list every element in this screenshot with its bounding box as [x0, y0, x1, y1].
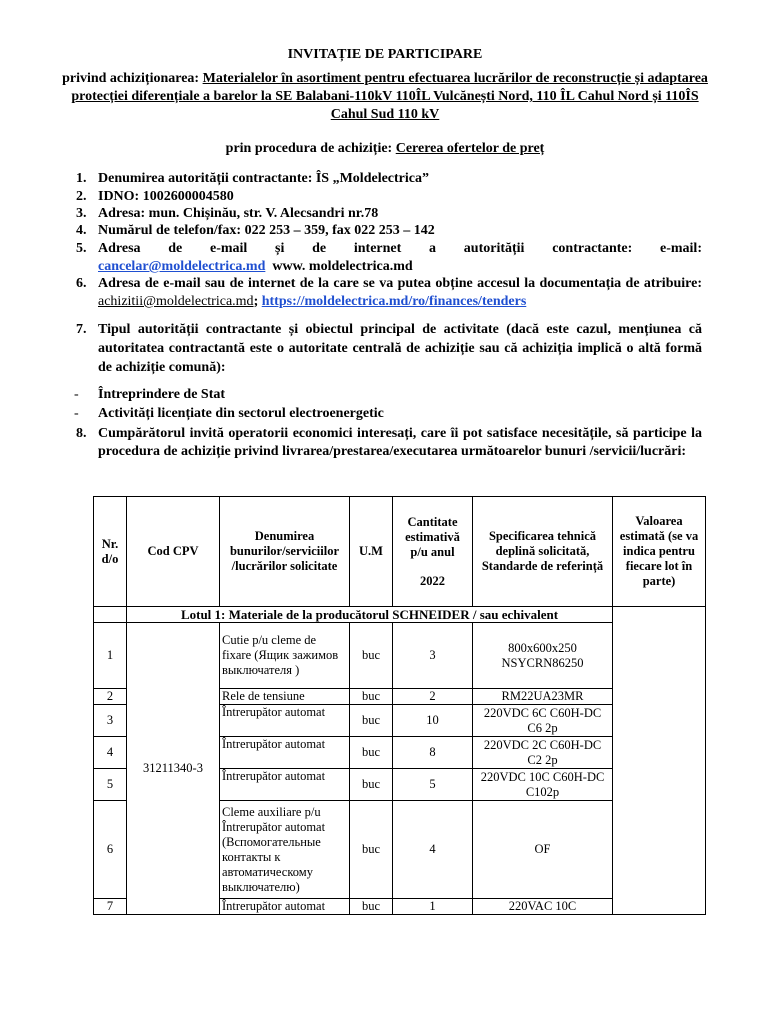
row-spec: 220VDC 10C C60H-DC C102p [473, 769, 613, 801]
row-nr: 3 [94, 705, 127, 737]
procedure-prefix: prin procedura de achiziție: [225, 141, 396, 156]
docs-email-link[interactable]: achizitii@moldelectrica.md [98, 294, 254, 309]
header-spec: Specificarea tehnică deplină solicitată, Standarde de referință [473, 497, 613, 607]
row-um: buc [350, 623, 393, 689]
row-um: buc [350, 737, 393, 769]
item-6: 6. Adresa de e-mail sau de internet de la care se va putea obține accesul la documentația de atribuire: achizitii@moldelectrica.md; https://moldelectrica.md/ro/finances/tenders [76, 276, 702, 309]
row-um: buc [350, 689, 393, 705]
lot-title: Lotul 1: Materiale de la producătorul SCHNEIDER / sau echivalent [127, 607, 613, 623]
row-qty: 4 [393, 801, 473, 899]
item-8: 8. Cumpărătorul invită operatorii economici interesați, care îi pot satisface necesitățile, să participe la procedura de achiziție privind livrarea/prestarea/executarea următoarelor bunuri /servicii/lucrări: [76, 426, 702, 459]
item-4: 4. Numărul de telefon/fax: 022 253 – 359, fax 022 253 – 142 [76, 223, 435, 238]
website-text: www. moldelectrica.md [272, 259, 413, 274]
tenders-url-link[interactable]: https://moldelectrica.md/ro/finances/tenders [261, 294, 527, 309]
item-2: 2. IDNO: 1002600004580 [76, 189, 234, 204]
header-name: Denumirea bunurilor/serviciilor /lucrărilor solicitate [220, 497, 350, 607]
row-qty: 10 [393, 705, 473, 737]
header-qty-label: Cantitate estimativă p/u anul [405, 514, 460, 559]
header-value: Valoarea estimată (se va indica pentru fiecare lot în parte) [613, 497, 706, 607]
item-1-text: Denumirea autorității contractante: ÎS „Moldelectrica” [98, 171, 429, 186]
cpv-code: 31211340-3 [127, 623, 220, 915]
procedure-line [60, 140, 710, 158]
row-name: Rele de tensiune [220, 689, 350, 705]
header-cpv: Cod CPV [127, 497, 220, 607]
row-qty: 8 [393, 737, 473, 769]
row-qty: 1 [393, 899, 473, 915]
header-qty-year: 2022 [420, 573, 445, 588]
header-nr: Nr. d/o [94, 497, 127, 607]
item-7-text: Tipul autorității contractante și obiectul principal de activitate (dacă este cazul, mențiunea că autoritatea contractantă este o autoritate centrală de achiziție sau că achiziția implică o altă formă de achiziție comună): [98, 322, 702, 375]
row-um: buc [350, 801, 393, 899]
row-qty: 5 [393, 769, 473, 801]
row-name: Cutie p/u cleme de fixare (Ящик зажимов выключателя ) [220, 623, 350, 689]
item-1: 1. Denumirea autorității contractante: ÎS „Moldelectrica” [76, 171, 429, 186]
lot-empty-cell [94, 607, 127, 623]
item-4-text: Numărul de telefon/fax: 022 253 – 359, fax 022 253 – 142 [98, 223, 435, 238]
row-spec: 220VDC 6C C60H-DC C6 2p [473, 705, 613, 737]
row-spec: 220VDC 2C C60H-DC C2 2p [473, 737, 613, 769]
dash-item-1-text: Întreprindere de Stat [98, 387, 226, 402]
item-5-links [98, 258, 702, 276]
row-nr: 5 [94, 769, 127, 801]
item-5-label: Adresa de e-mail și de internet a autorității contractante: e-mail: [98, 241, 702, 256]
row-qty: 2 [393, 689, 473, 705]
item-3-text: Adresa: mun. Chișinău, str. V. Alecsandri nr.78 [98, 206, 379, 221]
item-5: 5. Adresa de e-mail și de internet a autorității contractante: e-mail: [76, 241, 702, 256]
item-6-label: Adresa de e-mail sau de internet de la care se va putea obține accesul la documentația de atribuire: [98, 276, 702, 291]
row-name: Întrerupător automat [220, 899, 350, 915]
row-name: Întrerupător automat [220, 705, 350, 737]
row-um: buc [350, 769, 393, 801]
dash-item-2: - Activități licențiate din sectorul electroenergetic [74, 406, 384, 421]
subject-prefix: privind achiziționarea: [62, 71, 203, 86]
row-nr: 6 [94, 801, 127, 899]
header-um: U.M [350, 497, 393, 607]
row-name: Întrerupător automat [220, 769, 350, 801]
row-nr: 2 [94, 689, 127, 705]
procurement-table [93, 496, 706, 915]
subject-text: Materialelor în asortiment pentru efectuarea lucrărilor de reconstrucție și adaptarea protecției diferențiale a barelor la SE Balabani-110kV 110ÎL Vulcănești Nord, 110 ÎL Cahul Nord și 110ÎS Cahul Sud 110 kV [71, 71, 708, 122]
item-7: 7. Tipul autorității contractante și obiectul principal de activitate (dacă este cazul, mențiunea că autoritatea contractantă este o autoritate centrală de achiziție sau că achiziția implică o altă formă de achiziție comună): [76, 322, 702, 375]
row-qty: 3 [393, 623, 473, 689]
item-3: 3. Adresa: mun. Chișinău, str. V. Alecsandri nr.78 [76, 206, 379, 221]
header-qty [393, 497, 473, 607]
subject-line [60, 70, 710, 124]
lot-row [94, 607, 706, 623]
row-name: Cleme auxiliare p/u Întrerupător automat (Вспомогательные контакты к автоматическому выключателю) [220, 801, 350, 899]
row-nr: 4 [94, 737, 127, 769]
row-spec: 800x600x250 NSYCRN86250 [473, 623, 613, 689]
value-cell [613, 607, 706, 915]
row-spec: RM22UA23MR [473, 689, 613, 705]
item-8-text: Cumpărătorul invită operatorii economici interesați, care îi pot satisface necesitățile, să participe la procedura de achiziție privind livrarea/prestarea/executarea următoarelor bunuri /servicii/lucrări: [98, 426, 702, 459]
row-um: buc [350, 705, 393, 737]
item-2-text: IDNO: 1002600004580 [98, 189, 234, 204]
document-title: INVITAȚIE DE PARTICIPARE [287, 47, 483, 62]
dash-item-1: - Întreprindere de Stat [74, 387, 226, 402]
row-spec: 220VAC 10C [473, 899, 613, 915]
row-name: Întrerupător automat [220, 737, 350, 769]
row-nr: 1 [94, 623, 127, 689]
row-nr: 7 [94, 899, 127, 915]
row-spec: OF [473, 801, 613, 899]
contact-email-link[interactable]: cancelar@moldelectrica.md [98, 259, 266, 274]
item-6-separator: ; [253, 294, 262, 309]
row-um: buc [350, 899, 393, 915]
dash-item-2-text: Activități licențiate din sectorul electroenergetic [98, 406, 384, 421]
table-header-row [94, 497, 706, 607]
procedure-value: Cererea ofertelor de preț [395, 141, 545, 156]
